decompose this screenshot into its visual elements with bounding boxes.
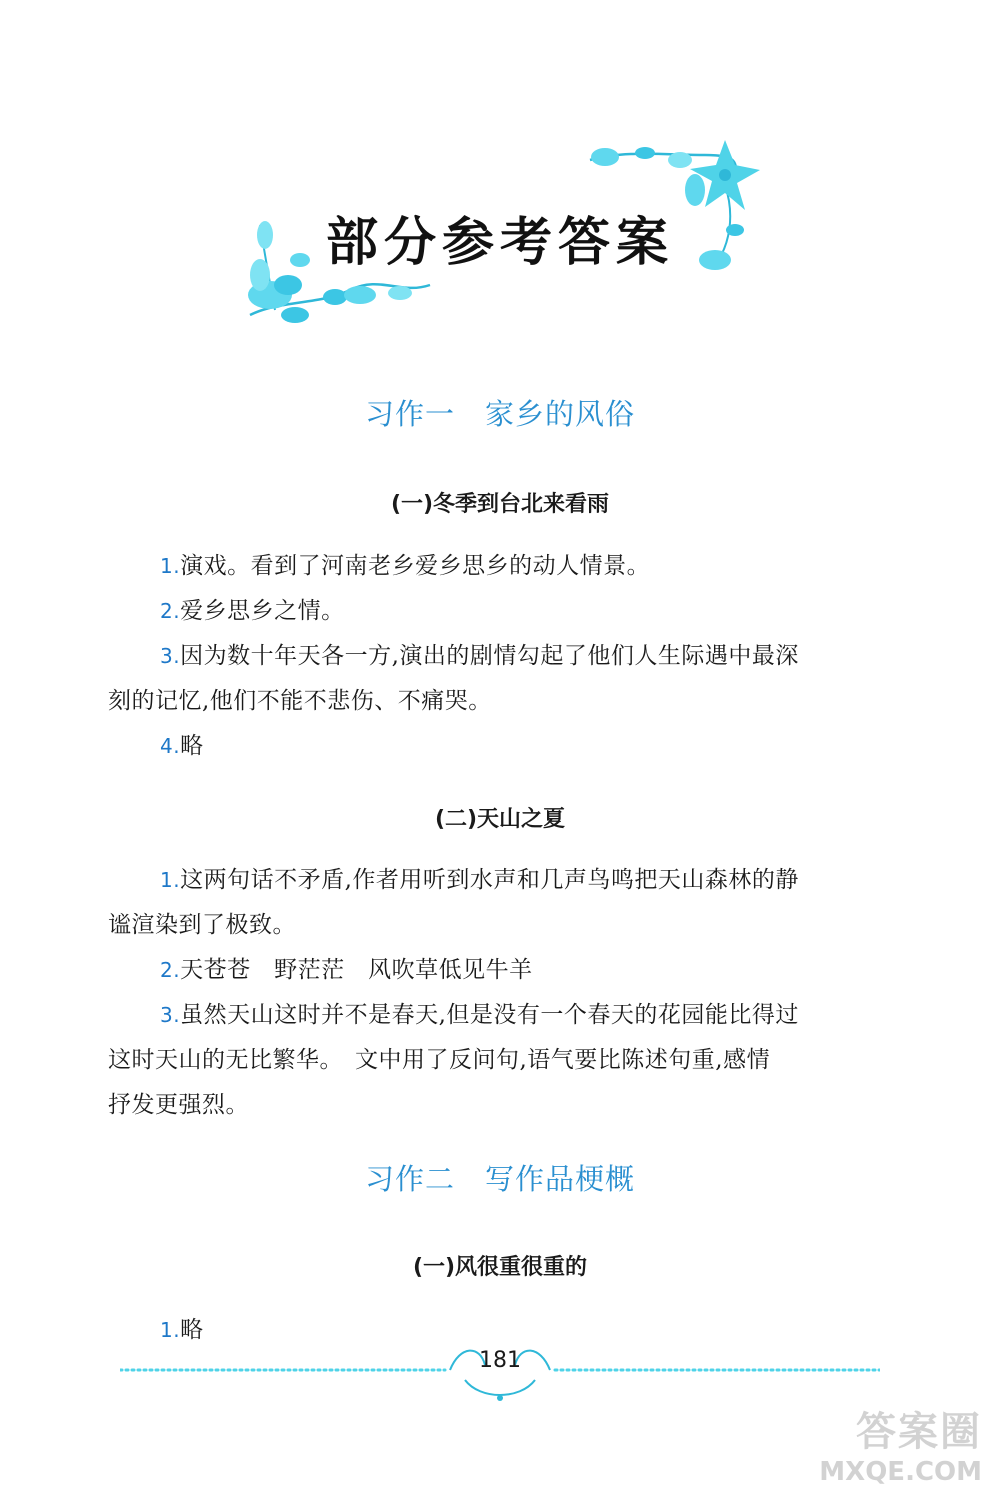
watermark [819, 1400, 982, 1487]
page-number: 181 [479, 1348, 521, 1373]
answer-number: 4. [160, 734, 181, 758]
answer-text-continued: 这时天山的无比繁华。 文中用了反问句,语气要比陈述句重,感情 [108, 1047, 771, 1073]
answer-number: 1. [160, 868, 181, 892]
answer-text: 因为数十年天各一方,演出的剧情勾起了他们人生际遇中最深 [180, 643, 799, 669]
answer-text: 虽然天山这时并不是春天,但是没有一个春天的花园能比得过 [180, 1002, 799, 1028]
answer-text-continued: 谧渲染到了极致。 [108, 912, 296, 938]
sub-heading: (二)天山之夏 [434, 807, 566, 832]
answer-number: 2. [160, 958, 181, 982]
page-title: 部分参考答案 [325, 213, 674, 273]
answer-text: 天苍苍 野茫茫 风吹草低见牛羊 [180, 957, 533, 983]
sub-heading: (一)风很重很重的 [412, 1255, 588, 1280]
watermark-url: MXQE.COM [819, 1457, 982, 1487]
sub-heading: (一)冬季到台北来看雨 [390, 492, 610, 517]
section-heading: 习作二 写作品梗概 [364, 1162, 635, 1196]
answer-item [108, 858, 888, 1128]
answer-text: 演戏。看到了河南老乡爱乡思乡的动人情景。 [180, 553, 651, 579]
answer-number: 1. [160, 1318, 181, 1342]
answer-number: 3. [160, 644, 181, 668]
answer-number: 1. [160, 554, 181, 578]
answer-text: 爱乡思乡之情。 [180, 598, 345, 624]
answer-text: 略 [180, 1317, 204, 1343]
answer-number: 3. [160, 1003, 181, 1027]
answer-text-continued: 抒发更强烈。 [108, 1092, 249, 1118]
watermark-logo-text: 答案圈 [856, 1409, 982, 1455]
answer-item [108, 544, 888, 769]
section-heading: 习作一 家乡的风俗 [364, 397, 635, 431]
answer-text: 这两句话不矛盾,作者用听到水声和几声鸟鸣把天山森林的静 [180, 867, 799, 893]
answer-text: 略 [180, 733, 204, 759]
answer-number: 2. [160, 599, 181, 623]
answer-text-continued: 刻的记忆,他们不能不悲伤、不痛哭。 [108, 688, 492, 714]
